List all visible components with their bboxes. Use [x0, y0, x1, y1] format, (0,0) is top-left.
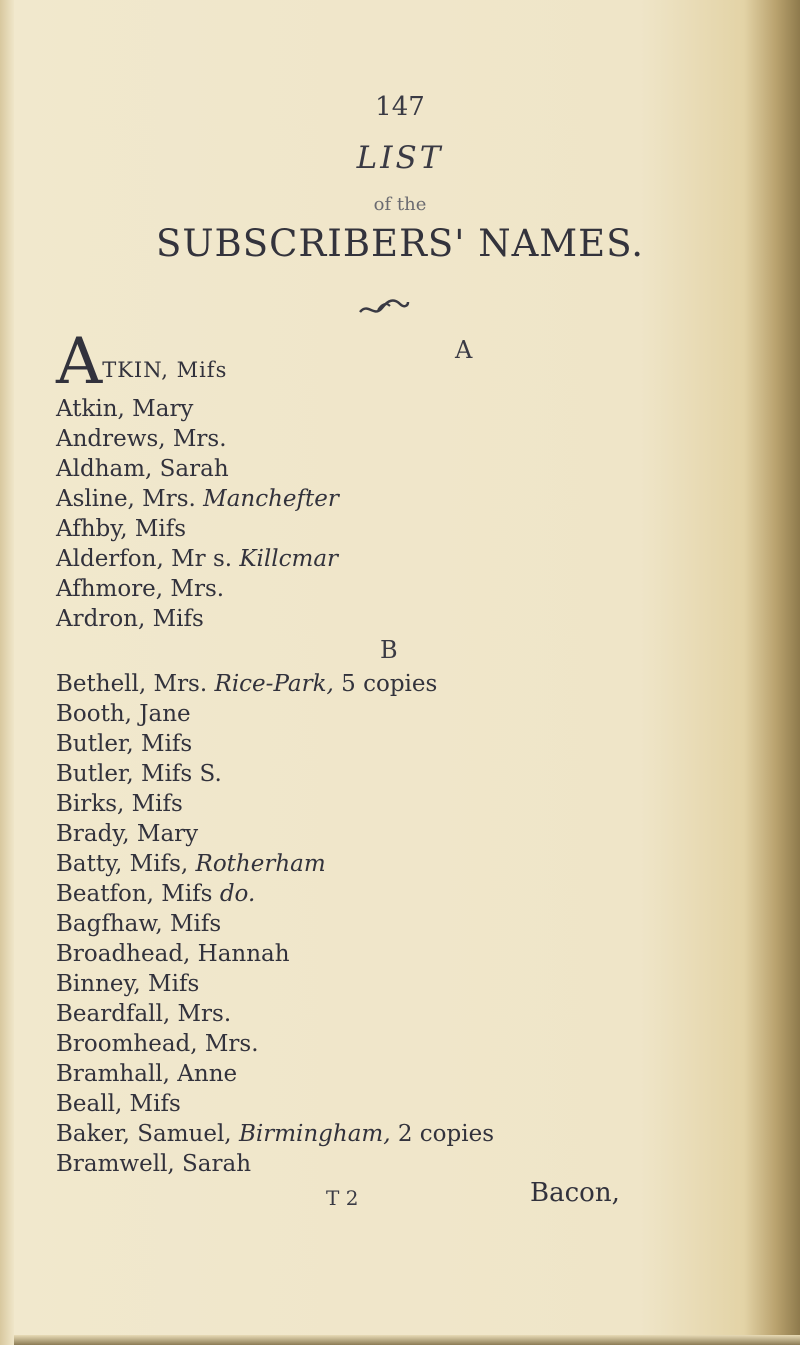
- entry-name: Bethell, Mrs.: [56, 671, 208, 697]
- entry-note: 5 copies: [341, 671, 438, 697]
- entry-name: Bramwell, Sarah: [56, 1151, 252, 1177]
- entry-place: Manchefter: [203, 486, 339, 512]
- entry-name: Broomhead, Mrs.: [56, 1031, 259, 1057]
- section-letter-b: B: [380, 636, 398, 664]
- entry-name: Beatfon, Mifs: [56, 881, 213, 907]
- list-item: [56, 971, 199, 997]
- list-item: [56, 546, 338, 572]
- list-item: [56, 456, 229, 482]
- entry-name: Broadhead, Hannah: [56, 941, 290, 967]
- page-subtitle: SUBSCRIBERS' NAMES.: [156, 222, 644, 265]
- entry-name: Bramhall, Anne: [56, 1061, 238, 1087]
- list-item: [56, 1091, 181, 1117]
- list-item: [56, 486, 339, 512]
- signature-mark: T 2: [326, 1186, 359, 1210]
- entry-name: Aldham, Sarah: [56, 456, 229, 482]
- entry-place: Rotherham: [195, 851, 326, 877]
- list-item: [56, 821, 198, 847]
- list-item: [56, 761, 222, 787]
- list-item: [56, 911, 221, 937]
- list-item: [56, 791, 183, 817]
- entry-name: Beall, Mifs: [56, 1091, 181, 1117]
- drop-cap: A: [56, 325, 104, 399]
- list-item: [56, 516, 186, 542]
- entry-name: Batty, Mifs,: [56, 851, 189, 877]
- entry-name: TKIN, Mifs: [102, 358, 228, 382]
- list-item: [56, 396, 193, 422]
- list-item: [56, 731, 192, 757]
- entry-place: Rice-Park,: [214, 671, 334, 697]
- page-bottom-edge: [14, 1335, 800, 1345]
- page-title: LIST: [356, 140, 444, 176]
- list-item: [56, 941, 290, 967]
- entry-name: Bagfhaw, Mifs: [56, 911, 222, 937]
- entry-name: Ardron, Mifs: [56, 606, 204, 632]
- entry-name: Afhmore, Mrs.: [56, 576, 225, 602]
- entry-name: Birks, Mifs: [56, 791, 183, 817]
- entry-name: Afhby, Mifs: [56, 516, 187, 542]
- list-item: [56, 851, 326, 877]
- list-item: [56, 1151, 251, 1177]
- list-item: [56, 606, 204, 632]
- entry-note: 2 copies: [397, 1121, 495, 1147]
- entry-name: Booth, Jane: [56, 701, 191, 727]
- list-item: [56, 1031, 259, 1057]
- section-letter-a: A: [455, 336, 473, 364]
- list-item: [56, 1061, 237, 1087]
- entry-name: Andrews, Mrs.: [56, 426, 227, 452]
- entry-name: Atkin, Mary: [56, 396, 194, 422]
- flourish-ornament-icon: [358, 294, 410, 320]
- list-item: [56, 576, 224, 602]
- list-item: [56, 671, 437, 697]
- entry-place: Birmingham,: [238, 1121, 391, 1147]
- entry-name: Asline, Mrs.: [56, 486, 196, 512]
- entry-name: Butler, Mifs: [56, 731, 193, 757]
- entry-name: Binney, Mifs: [56, 971, 200, 997]
- entry-name: Alderfon, Mr s.: [56, 546, 233, 572]
- title-connector: of the: [373, 194, 427, 215]
- list-item: [56, 426, 227, 452]
- catchword: Bacon,: [530, 1178, 620, 1208]
- list-item: [56, 881, 255, 907]
- list-item: [56, 1121, 494, 1147]
- list-item: [56, 325, 228, 399]
- entry-name: Butler, Mifs S.: [56, 761, 222, 787]
- entry-name: Brady, Mary: [56, 821, 199, 847]
- list-item: [56, 1001, 231, 1027]
- page-number: 147: [375, 92, 425, 122]
- list-item: [56, 701, 191, 727]
- entry-place: do.: [219, 881, 256, 907]
- entry-name: Baker, Samuel,: [56, 1121, 232, 1147]
- entry-name: Beardfall, Mrs.: [56, 1001, 232, 1027]
- entry-place: Killcmar: [239, 546, 339, 572]
